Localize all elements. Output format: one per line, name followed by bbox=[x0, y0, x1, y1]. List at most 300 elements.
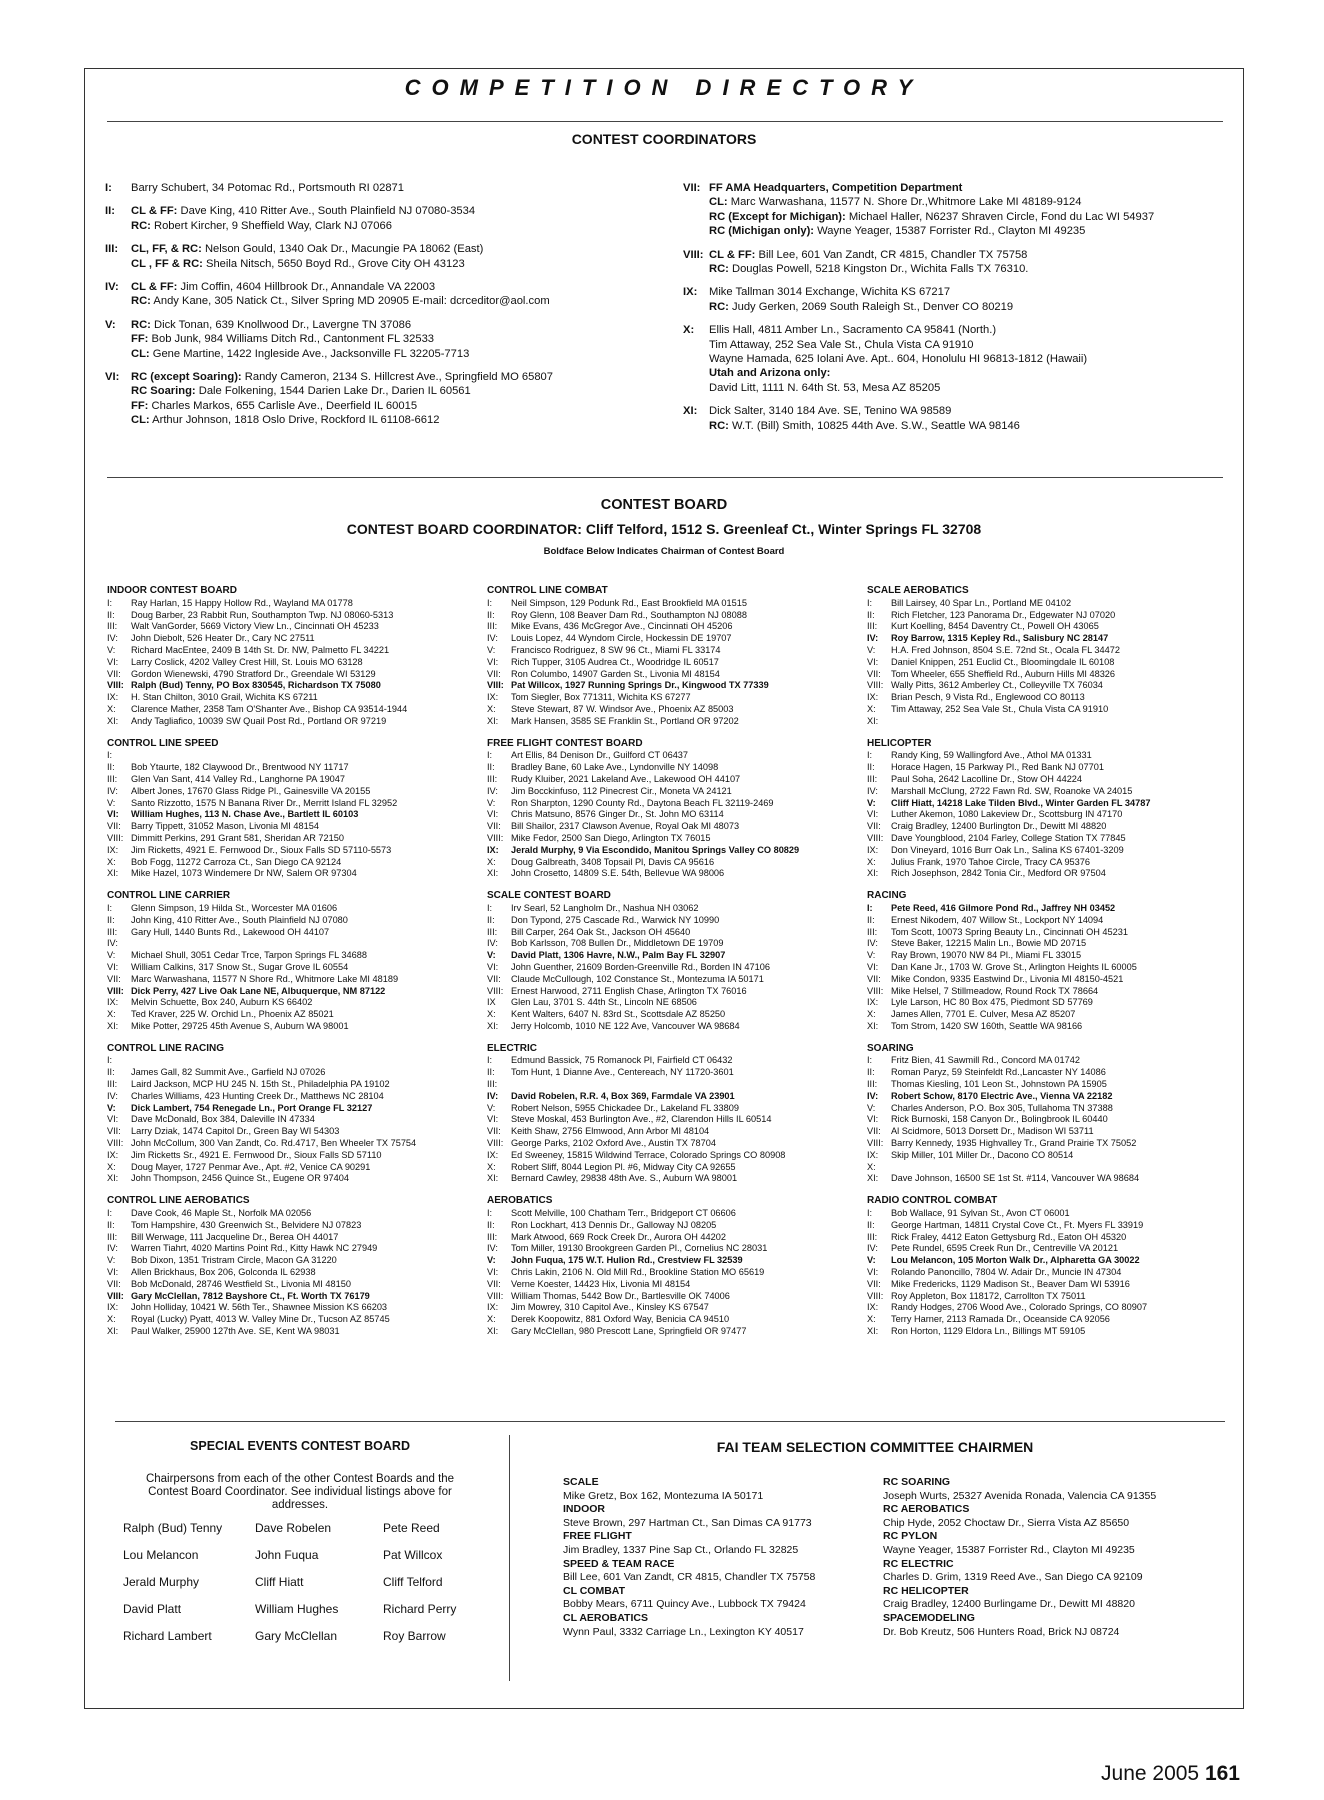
board-member-row bbox=[107, 1021, 464, 1033]
member-address: Ray Harlan, 15 Happy Hollow Rd., Wayland MA 01778 bbox=[131, 597, 353, 608]
member-address: John Holliday, 10421 W. 56th Ter., Shawnee Mission KS 66203 bbox=[131, 1302, 388, 1313]
region-numeral: X: bbox=[107, 703, 116, 714]
region-numeral: IX: bbox=[683, 286, 698, 299]
region-numeral: XI: bbox=[487, 715, 499, 726]
member-address: Tom Hampshire, 430 Greenwich St., Belvidere NJ 07823 bbox=[131, 1219, 362, 1230]
board-member-row bbox=[867, 974, 1224, 986]
member-address: Royal (Lucky) Pyatt, 4013 W. Valley Mine Dr., Tucson AZ 85745 bbox=[131, 1314, 390, 1325]
board-member-row bbox=[487, 633, 844, 645]
board-member-row bbox=[487, 621, 844, 633]
region-numeral: VI: bbox=[867, 1114, 879, 1125]
contest-board-section bbox=[487, 890, 844, 1033]
region-numeral: X: bbox=[107, 856, 116, 867]
region-numeral: III: bbox=[107, 621, 118, 632]
contact-text: Douglas Powell, 5218 Kingston Dr., Wichita Falls TX 76310. bbox=[732, 263, 1029, 276]
board-member-row bbox=[487, 938, 844, 950]
contact-line bbox=[709, 352, 1231, 366]
member-address: Rich Josephson, 2842 Tonia Cir., Medford OR 97504 bbox=[891, 868, 1106, 879]
region-contacts bbox=[131, 204, 665, 233]
contact-text: Mike Tallman 3014 Exchange, Wichita KS 67217 bbox=[709, 286, 951, 299]
region-numeral: XI: bbox=[487, 1173, 499, 1184]
region-numeral: IX: bbox=[107, 997, 119, 1008]
region-numeral: XI: bbox=[867, 715, 879, 726]
board-member-row bbox=[487, 762, 844, 774]
member-address: Louis Lopez, 44 Wyndom Circle, Hockessin DE 19707 bbox=[511, 633, 732, 644]
special-events-member: Roy Barrow bbox=[383, 1629, 446, 1643]
board-member-row bbox=[107, 1126, 464, 1138]
region-numeral: IX: bbox=[867, 1149, 879, 1160]
member-address: Tom Strom, 1420 SW 160th, Seattle WA 98166 bbox=[891, 1020, 1083, 1031]
region-numeral: IV: bbox=[487, 633, 498, 644]
board-member-row bbox=[487, 1314, 844, 1326]
region-numeral: I: bbox=[107, 902, 113, 913]
contact-line bbox=[131, 332, 665, 346]
member-address: Skip Miller, 101 Miller Dr., Dacono CO 80514 bbox=[891, 1149, 1074, 1160]
fai-heading: FAI TEAM SELECTION COMMITTEE CHAIRMEN bbox=[716, 1439, 1034, 1455]
contest-board-section bbox=[867, 738, 1224, 881]
region-numeral: X: bbox=[867, 1314, 876, 1325]
fai-category: CL AEROBATICS bbox=[563, 1611, 648, 1624]
region-numeral: V: bbox=[867, 797, 876, 808]
member-address: Pete Rundel, 6595 Creek Run Dr., Centreville VA 20121 bbox=[891, 1243, 1119, 1254]
region-numeral: VIII: bbox=[487, 1138, 504, 1149]
member-address: Doug Mayer, 1727 Penmar Ave., Apt. #2, Venice CA 90291 bbox=[131, 1161, 371, 1172]
board-member-row bbox=[867, 774, 1224, 786]
contact-text: Randy Cameron, 2134 S. Hillcrest Ave., Springfield MO 65807 bbox=[244, 371, 553, 384]
member-address: Santo Rizzotto, 1575 N Banana River Dr., Merritt Island FL 32952 bbox=[131, 797, 398, 808]
member-address: Charles Anderson, P.O. Box 305, Tullahoma TN 37388 bbox=[891, 1102, 1113, 1113]
region-numeral: IX: bbox=[487, 1149, 499, 1160]
board-member-row bbox=[487, 716, 844, 728]
member-address: Mike Evans, 436 McGregor Ave., Cincinnati OH 45206 bbox=[511, 621, 733, 632]
contact-line bbox=[131, 347, 665, 361]
special-events-names bbox=[123, 1521, 503, 1643]
board-member-row bbox=[107, 610, 464, 622]
board-title: RACING bbox=[867, 890, 907, 902]
board-member-row bbox=[867, 633, 1224, 645]
board-member-row bbox=[487, 750, 844, 762]
contact-line bbox=[131, 294, 665, 308]
board-title: CONTROL LINE SPEED bbox=[107, 737, 219, 749]
member-address: John Diebolt, 526 Heater Dr., Cary NC 27511 bbox=[131, 633, 315, 644]
region-numeral: X: bbox=[107, 1009, 116, 1020]
board-member-row bbox=[487, 903, 844, 915]
fai-category: RC PYLON bbox=[883, 1530, 938, 1543]
member-address: Barry Kennedy, 1935 Highvalley Tr., Grand Prairie TX 75052 bbox=[891, 1138, 1137, 1149]
member-address: William Hughes, 113 N. Chase Ave., Bartlett IL 60103 bbox=[131, 809, 359, 820]
contact-label: RC: bbox=[709, 263, 729, 276]
region-numeral: III: bbox=[487, 773, 498, 784]
bottom-divider bbox=[509, 1435, 510, 1681]
member-address: Cliff Hiatt, 14218 Lake Tilden Blvd., Winter Garden FL 34787 bbox=[891, 797, 1151, 808]
region-numeral: VI: bbox=[867, 1267, 879, 1278]
fai-category: SCALE bbox=[563, 1476, 599, 1488]
contact-label: RC: bbox=[131, 219, 151, 232]
special-events-member: Richard Lambert bbox=[123, 1629, 212, 1643]
board-member-row bbox=[867, 1009, 1224, 1021]
region-contacts bbox=[709, 285, 1231, 314]
region-contacts bbox=[709, 404, 1231, 433]
contact-line bbox=[131, 219, 665, 233]
contest-board-heading: CONTEST BOARD bbox=[600, 497, 728, 513]
board-member-row bbox=[107, 1302, 464, 1314]
board-member-row bbox=[487, 1326, 844, 1338]
board-member-row bbox=[487, 669, 844, 681]
member-address: Roman Paryz, 59 Steinfeldt Rd.,Lancaster NY 14086 bbox=[891, 1067, 1106, 1078]
member-address: Dick Lambert, 754 Renegade Ln., Port Orange FL 32127 bbox=[131, 1102, 373, 1113]
region-numeral: V: bbox=[107, 950, 116, 961]
region-numeral: III: bbox=[867, 1231, 878, 1242]
board-member-row bbox=[867, 1091, 1224, 1103]
contest-board-section bbox=[867, 585, 1224, 728]
fai-category: SPACEMODELING bbox=[883, 1611, 975, 1624]
region-numeral: XI: bbox=[107, 1173, 119, 1184]
member-address: Rick Burnoski, 158 Canyon Dr., Bolingbrook IL 60440 bbox=[891, 1114, 1108, 1125]
contact-label: CL & FF: bbox=[131, 281, 178, 294]
contact-line bbox=[709, 285, 1231, 299]
board-member-row bbox=[107, 821, 464, 833]
member-address: Paul Soha, 2642 Lacolline Dr., Stow OH 44224 bbox=[891, 773, 1083, 784]
contest-board-section bbox=[107, 738, 464, 881]
board-member-row bbox=[107, 1103, 464, 1115]
board-title: AEROBATICS bbox=[487, 1195, 553, 1207]
member-address: Wally Pitts, 3612 Amberley Ct., Colleyville TX 76034 bbox=[891, 680, 1103, 691]
member-address: Bob Wallace, 91 Sylvan St., Avon CT 06001 bbox=[891, 1208, 1070, 1219]
member-address: Randy King, 59 Wallingford Ave., Athol MA 01331 bbox=[891, 750, 1092, 761]
board-title: HELICOPTER bbox=[867, 737, 932, 749]
region-numeral: XI: bbox=[867, 1326, 879, 1337]
member-address: Mike Fredericks, 1129 Madison St., Beaver Dam WI 53916 bbox=[891, 1278, 1130, 1289]
board-column-1 bbox=[107, 585, 464, 1348]
contact-label: CL: bbox=[709, 196, 728, 209]
contact-line bbox=[131, 242, 665, 256]
special-events-member: Cliff Hiatt bbox=[255, 1575, 304, 1589]
member-address: Bob Dixon, 1351 Tristram Circle, Macon GA 31220 bbox=[131, 1255, 337, 1266]
region-numeral: IV: bbox=[867, 1090, 879, 1101]
region-numeral: IV: bbox=[107, 785, 118, 796]
region-numeral: X: bbox=[867, 856, 876, 867]
contact-line bbox=[709, 181, 1231, 195]
region-contacts bbox=[131, 242, 665, 271]
member-address: Robert Sliff, 8044 Legion Pl. #6, Midway City CA 92655 bbox=[511, 1161, 736, 1172]
member-address: Warren Tiahrt, 4020 Martins Point Rd., Kitty Hawk NC 27949 bbox=[131, 1243, 378, 1254]
region-numeral: V: bbox=[867, 950, 876, 961]
region-numeral: III: bbox=[105, 243, 119, 256]
member-address: Steve Baker, 12215 Malin Ln., Bowie MD 20715 bbox=[891, 938, 1087, 949]
member-address: Allen Brickhaus, Box 206, Golconda IL 62938 bbox=[131, 1267, 316, 1278]
board-member-row bbox=[487, 1103, 844, 1115]
region-numeral: V: bbox=[107, 1102, 116, 1113]
board-member-row bbox=[487, 1091, 844, 1103]
member-address: Mike Fedor, 2500 San Diego, Arlington TX 76015 bbox=[511, 832, 711, 843]
board-member-row bbox=[867, 1208, 1224, 1220]
board-member-row bbox=[107, 1208, 464, 1220]
region-numeral: XI: bbox=[867, 1173, 879, 1184]
member-address: Mark Hansen, 3585 SE Franklin St., Portland OR 97202 bbox=[511, 715, 739, 726]
member-address: Bob Karlsson, 708 Bullen Dr., Middletown DE 19709 bbox=[511, 938, 724, 949]
member-address: Lyle Larson, HC 80 Box 475, Piedmont SD 57769 bbox=[891, 997, 1093, 1008]
board-member-row bbox=[107, 1314, 464, 1326]
member-address: Tom Wheeler, 655 Sheffield Rd., Auburn Hills MI 48326 bbox=[891, 668, 1116, 679]
special-events-member: Cliff Telford bbox=[383, 1575, 443, 1589]
board-member-row bbox=[487, 950, 844, 962]
member-address: David Platt, 1306 Havre, N.W., Palm Bay FL 32907 bbox=[511, 950, 726, 961]
fai-chairman: Wayne Yeager, 15387 Forrister Rd., Clayton MI 49235 bbox=[883, 1543, 1135, 1556]
contest-board-coordinator: CONTEST BOARD COORDINATOR: Cliff Telford, 1512 S. Greenleaf Ct., Winter Springs FL 32708 bbox=[346, 521, 982, 537]
special-events-member: Dave Robelen bbox=[255, 1521, 332, 1535]
region-numeral: IX: bbox=[867, 692, 879, 703]
contact-line bbox=[709, 195, 1231, 209]
board-member-row bbox=[487, 974, 844, 986]
board-member-row bbox=[487, 1291, 844, 1303]
region-numeral: I: bbox=[867, 750, 873, 761]
member-address: Robert Schow, 8170 Electric Ave., Vienna VA 22182 bbox=[891, 1090, 1113, 1101]
board-member-row bbox=[487, 857, 844, 869]
contact-label: CL: bbox=[131, 414, 150, 427]
region-numeral: VII: bbox=[867, 1278, 881, 1289]
member-address: Doug Barber, 23 Rabbit Run, Southampton Twp. NJ 08060-5313 bbox=[131, 609, 394, 620]
contact-line bbox=[131, 257, 665, 271]
region-numeral: IX: bbox=[487, 692, 499, 703]
contest-board-section bbox=[867, 1195, 1224, 1338]
coordinator-region bbox=[683, 248, 1231, 277]
region-numeral: VI: bbox=[867, 809, 879, 820]
board-member-row bbox=[867, 1114, 1224, 1126]
region-numeral: VII: bbox=[487, 821, 501, 832]
member-address: Pat Willcox, 1927 Running Springs Dr., Kingwood TX 77339 bbox=[511, 680, 769, 691]
board-member-row bbox=[107, 1138, 464, 1150]
board-member-row bbox=[107, 1067, 464, 1079]
contact-text: Sheila Nitsch, 5650 Boyd Rd., Grove City OH 43123 bbox=[206, 257, 465, 270]
contact-text: Michael Haller, N6237 Shraven Circle, Fond du Lac WI 54937 bbox=[848, 210, 1155, 223]
region-numeral: VIII: bbox=[107, 832, 124, 843]
contact-line bbox=[131, 413, 665, 427]
member-address: Walt VanGorder, 5669 Victory View Ln., Cincinnati OH 45233 bbox=[131, 621, 379, 632]
region-numeral: X: bbox=[107, 1161, 116, 1172]
member-address: Mike Potter, 29725 45th Avenue S, Auburn WA 98001 bbox=[131, 1020, 349, 1031]
member-address: William Thomas, 5442 Bow Dr., Bartlesville OK 74006 bbox=[511, 1290, 730, 1301]
member-address: Jim Bocckinfuso, 112 Pinecrest Cir., Moneta VA 24121 bbox=[511, 785, 732, 796]
region-numeral: II: bbox=[107, 609, 115, 620]
contact-text: Judy Gerken, 2069 South Raleigh St., Denver CO 80219 bbox=[732, 300, 1014, 313]
board-member-row bbox=[487, 1220, 844, 1232]
board-member-row bbox=[487, 692, 844, 704]
special-events-member: Gary McClellan bbox=[255, 1629, 338, 1643]
member-address: Brian Pesch, 9 Vista Rd., Englewood CO 80113 bbox=[891, 692, 1085, 703]
region-numeral: IV: bbox=[487, 1243, 498, 1254]
member-address: Lou Melancon, 105 Morton Walk Dr., Alpharetta GA 30022 bbox=[891, 1255, 1140, 1266]
board-member-row bbox=[487, 598, 844, 610]
member-address: Bob McDonald, 28746 Westfield St., Livonia MI 48150 bbox=[131, 1278, 351, 1289]
board-member-row bbox=[867, 1067, 1224, 1079]
board-member-row bbox=[867, 610, 1224, 622]
title-rule bbox=[107, 121, 1223, 122]
contest-board-section bbox=[487, 1043, 844, 1186]
board-member-row bbox=[487, 1208, 844, 1220]
fai-category: RC ELECTRIC bbox=[883, 1557, 954, 1570]
board-member-row bbox=[487, 1067, 844, 1079]
region-numeral: VIII: bbox=[867, 680, 884, 691]
contact-text: Arthur Johnson, 1818 Oslo Drive, Rockford IL 61108-6612 bbox=[152, 414, 440, 427]
board-member-row bbox=[867, 997, 1224, 1009]
board-rule bbox=[107, 477, 1223, 478]
board-title: CONTROL LINE AEROBATICS bbox=[107, 1195, 250, 1207]
contact-text: Dick Salter, 3140 184 Ave. SE, Tenino WA 98589 bbox=[709, 405, 952, 418]
member-address: James Gall, 82 Summit Ave., Garfield NJ 07026 bbox=[131, 1067, 326, 1078]
member-address: Rick Fraley, 4412 Eaton Gettysburg Rd., Eaton OH 45320 bbox=[891, 1231, 1127, 1242]
board-member-row bbox=[107, 1243, 464, 1255]
fai-chairman: Charles D. Grim, 1319 Reed Ave., San Diego CA 92109 bbox=[883, 1571, 1143, 1584]
region-numeral: II: bbox=[867, 914, 875, 925]
board-member-row bbox=[487, 1173, 844, 1185]
contact-text: Tim Attaway, 252 Sea Vale St., Chula Vista CA 91910 bbox=[709, 338, 974, 351]
member-address: Larry Dziak, 1474 Capitol Dr., Green Bay WI 54303 bbox=[131, 1126, 340, 1137]
region-numeral: I: bbox=[487, 1208, 493, 1219]
region-numeral: IX bbox=[487, 997, 496, 1008]
region-numeral: V: bbox=[105, 318, 116, 331]
member-address: Terry Harner, 2113 Ramada Dr., Oceanside CA 92056 bbox=[891, 1314, 1110, 1325]
region-numeral: IX: bbox=[487, 844, 499, 855]
board-member-row bbox=[487, 645, 844, 657]
region-numeral: VI: bbox=[487, 809, 499, 820]
member-address: Al Scidmore, 5013 Dorsett Dr., Madison WI 53711 bbox=[891, 1126, 1094, 1137]
member-address: Daniel Knippen, 251 Euclid Ct., Bloomingdale IL 60108 bbox=[891, 656, 1115, 667]
board-member-row bbox=[107, 1326, 464, 1338]
board-member-row bbox=[487, 1079, 844, 1091]
member-address: Larry Coslick, 4202 Valley Crest Hill, St. Louis MO 63128 bbox=[131, 656, 363, 667]
member-address: Rich Tupper, 3105 Audrea Ct., Woodridge IL 60517 bbox=[511, 656, 719, 667]
region-numeral: II: bbox=[867, 762, 875, 773]
contact-label: CL , FF & RC: bbox=[131, 257, 203, 270]
board-member-row bbox=[867, 1079, 1224, 1091]
contact-line bbox=[131, 280, 665, 294]
region-numeral: II: bbox=[107, 914, 115, 925]
board-member-row bbox=[867, 1103, 1224, 1115]
member-address: Dan Kane Jr., 1703 W. Grove St., Arlington Heights IL 60005 bbox=[891, 961, 1137, 972]
board-member-row bbox=[867, 1055, 1224, 1067]
member-address: Dick Perry, 427 Live Oak Lane NE, Albuquerque, NM 87122 bbox=[131, 985, 386, 996]
board-member-row bbox=[107, 809, 464, 821]
region-contacts bbox=[709, 181, 1231, 239]
member-address: Randy Hodges, 2706 Wood Ave., Colorado Springs, CO 80907 bbox=[891, 1302, 1148, 1313]
board-member-row bbox=[107, 1150, 464, 1162]
fai-category: RC SOARING bbox=[883, 1476, 951, 1488]
region-numeral: V: bbox=[487, 1102, 496, 1113]
fai-category: SPEED & TEAM RACE bbox=[563, 1557, 675, 1570]
board-member-row bbox=[107, 680, 464, 692]
contact-label: RC (Michigan only): bbox=[709, 225, 815, 238]
contact-line bbox=[131, 318, 665, 332]
member-address: Tom Siegler, Box 771311, Wichita KS 67277 bbox=[511, 692, 691, 703]
contact-line bbox=[131, 204, 665, 218]
board-member-row bbox=[487, 845, 844, 857]
region-numeral: IX: bbox=[107, 1302, 119, 1313]
page-footer bbox=[1101, 1762, 1240, 1786]
region-numeral: X: bbox=[487, 856, 496, 867]
region-numeral: V: bbox=[487, 1255, 496, 1266]
fai-category: RC HELICOPTER bbox=[883, 1584, 969, 1597]
fai-left-column bbox=[563, 1476, 863, 1639]
board-member-row bbox=[487, 1279, 844, 1291]
region-numeral: IV: bbox=[107, 633, 118, 644]
region-numeral: III: bbox=[487, 926, 498, 937]
contact-line bbox=[709, 404, 1231, 418]
member-address: Mark Atwood, 669 Rock Creek Dr., Aurora OH 44202 bbox=[511, 1231, 726, 1242]
member-address: Scott Melville, 100 Chatham Terr., Bridgeport CT 06606 bbox=[511, 1208, 736, 1219]
region-numeral: II: bbox=[487, 609, 495, 620]
member-address: Bill Werwage, 111 Jacqueline Dr., Berea OH 44017 bbox=[131, 1231, 339, 1242]
board-member-row bbox=[487, 1021, 844, 1033]
board-member-row bbox=[867, 927, 1224, 939]
member-address: John King, 410 Ritter Ave., South Plainfield NJ 07080 bbox=[131, 914, 348, 925]
member-address: Jerald Murphy, 9 Via Escondido, Manitou Springs Valley CO 80829 bbox=[511, 844, 800, 855]
contact-text: Dave King, 410 Ritter Ave., South Plainfield NJ 07080-3534 bbox=[180, 205, 476, 218]
region-numeral: XI: bbox=[487, 1326, 499, 1337]
region-numeral: VIII: bbox=[487, 832, 504, 843]
region-numeral: X: bbox=[683, 324, 695, 337]
contest-board-section bbox=[107, 890, 464, 1033]
region-numeral: II: bbox=[867, 609, 875, 620]
coordinator-region bbox=[105, 370, 665, 428]
region-numeral: I: bbox=[487, 902, 493, 913]
region-numeral: IX: bbox=[867, 844, 879, 855]
coordinators-heading: CONTEST COORDINATORS bbox=[571, 131, 757, 147]
member-address: Mike Hazel, 1073 Windemere Dr NW, Salem OR 97304 bbox=[131, 868, 357, 879]
bottom-rule bbox=[115, 1421, 1225, 1422]
region-numeral: VI: bbox=[107, 1267, 119, 1278]
member-address: Tom Hunt, 1 Dianne Ave., Centereach, NY 11720-3601 bbox=[511, 1067, 734, 1078]
region-numeral: VII: bbox=[867, 1126, 881, 1137]
member-address: John Guenther, 21609 Borden-Greenville Rd., Borden IN 47106 bbox=[511, 961, 770, 972]
member-address: Luther Akemon, 1080 Lakeview Dr., Scottsburg IN 47170 bbox=[891, 809, 1123, 820]
member-address: Glenn Simpson, 19 Hilda St., Worcester MA 01606 bbox=[131, 902, 338, 913]
member-address: Claude McCullough, 102 Constance St., Montezuma IA 50171 bbox=[511, 973, 764, 984]
board-member-row bbox=[867, 1021, 1224, 1033]
coordinators-left-column bbox=[105, 181, 665, 437]
member-address: William Calkins, 317 Snow St., Sugar Grove IL 60554 bbox=[131, 961, 349, 972]
contact-label: FF: bbox=[131, 399, 149, 412]
board-title: SOARING bbox=[867, 1042, 914, 1054]
region-numeral: II: bbox=[487, 1067, 495, 1078]
contact-text: Jim Coffin, 4604 Hillbrook Dr., Annandale VA 22003 bbox=[180, 281, 436, 294]
board-member-row bbox=[487, 821, 844, 833]
board-member-row bbox=[487, 1114, 844, 1126]
member-address: Bernard Cawley, 29838 48th Ave. S., Auburn WA 98001 bbox=[511, 1173, 738, 1184]
member-address: George Hartman, 14811 Crystal Cove Ct., Ft. Myers FL 33919 bbox=[891, 1219, 1144, 1230]
contact-line bbox=[131, 181, 665, 195]
region-numeral: X: bbox=[487, 1314, 496, 1325]
coordinator-region bbox=[683, 285, 1231, 314]
special-events-member: William Hughes bbox=[255, 1602, 339, 1616]
board-member-row bbox=[867, 1173, 1224, 1185]
contact-text: Wayne Yeager, 15387 Forrister Rd., Clayton MI 49235 bbox=[817, 225, 1086, 238]
board-member-row bbox=[107, 750, 464, 762]
board-member-row bbox=[487, 657, 844, 669]
board-member-row bbox=[487, 798, 844, 810]
member-address: Ron Sharpton, 1290 County Rd., Daytona Beach FL 32119-2469 bbox=[511, 797, 774, 808]
contact-line bbox=[131, 384, 665, 398]
region-numeral: II: bbox=[487, 1219, 495, 1230]
region-numeral: VI: bbox=[867, 961, 879, 972]
region-numeral: VII: bbox=[683, 182, 701, 194]
member-address: Thomas Kiesling, 101 Leon St., Johnstown PA 15905 bbox=[891, 1079, 1107, 1090]
region-numeral: X: bbox=[867, 1161, 876, 1172]
region-numeral: I: bbox=[867, 1208, 873, 1219]
region-numeral: VII: bbox=[487, 1126, 501, 1137]
fai-category: INDOOR bbox=[563, 1503, 605, 1516]
region-numeral: V: bbox=[487, 644, 496, 655]
contact-label: RC (Except for Michigan): bbox=[709, 210, 846, 223]
